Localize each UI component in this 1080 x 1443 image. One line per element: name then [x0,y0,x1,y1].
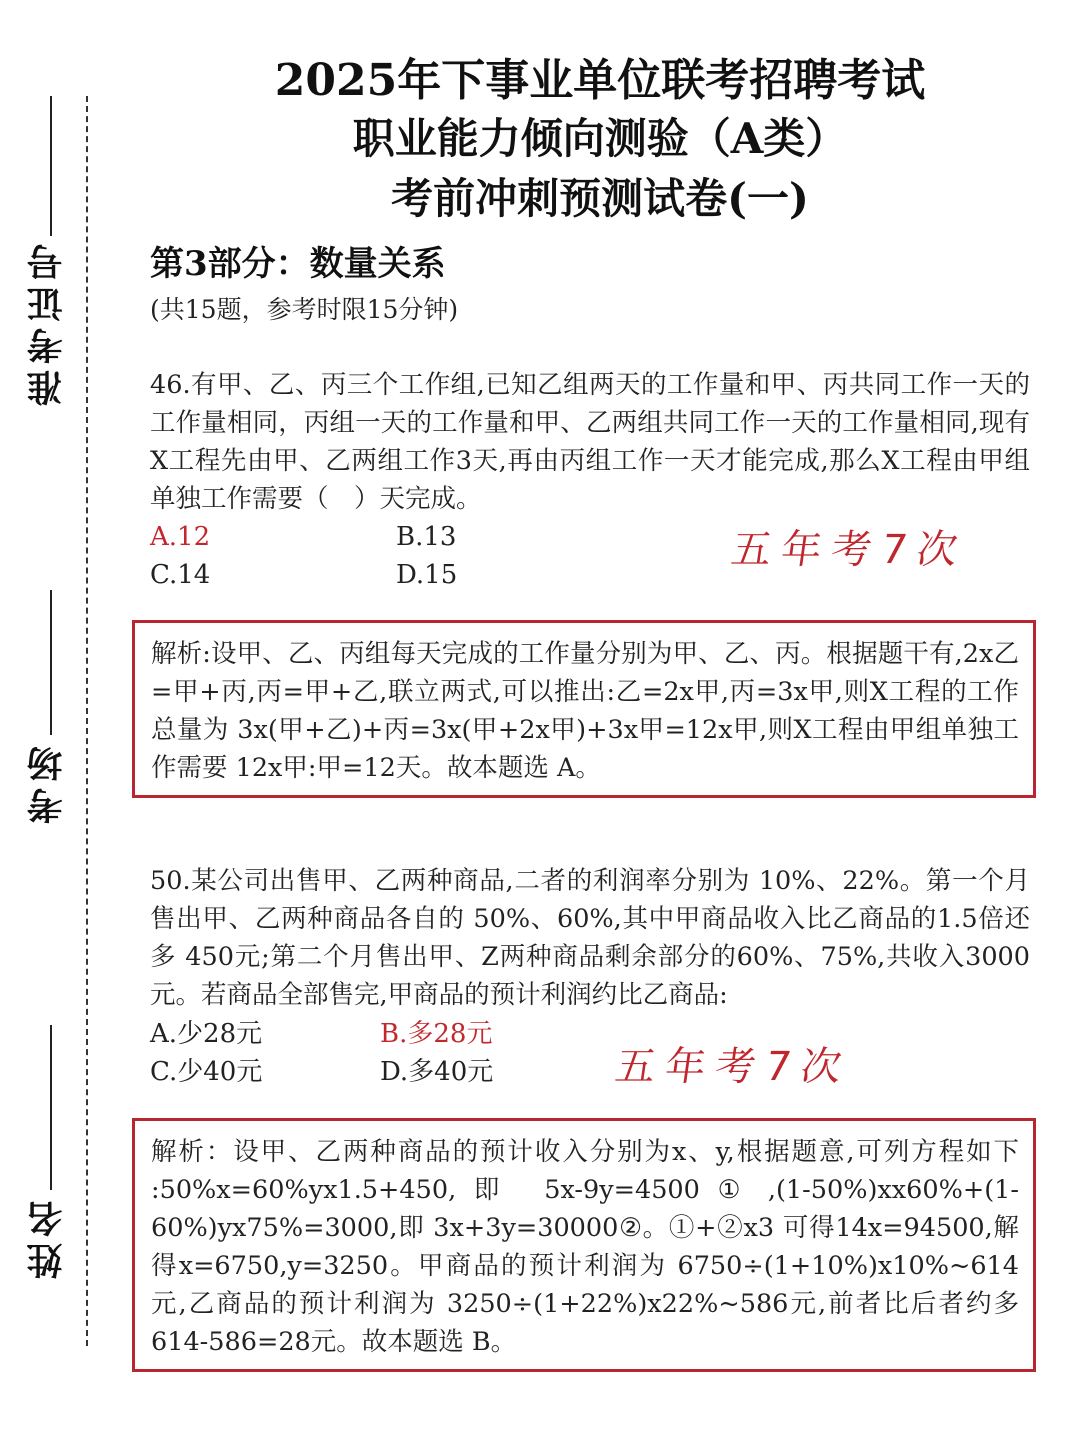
question-50-text: 50.某公司出售甲、乙两种商品,二者的利润率分别为 10%、22%。第一个月售出甲、乙两种商品各自的 50%、60%,其中甲商品收入比乙商品的1.5倍还多 450元;第二个月售出甲、Z两种商品剩余部分的60%、75%,共收入3000元。若商品全部售完,甲商品的预计利润约比乙商品: [150,866,1030,1010]
exam-id-line [50,96,52,236]
question-46-option-c: C.14 [150,560,211,590]
handwritten-note-46: 五年考7次 [728,527,971,573]
question-46-option-b: B.13 [396,522,457,552]
section-subtitle: (共15题，参考时限15分钟) [150,295,459,324]
question-46-text: 46.有甲、乙、丙三个工作组,已知乙组两天的工作量和甲、丙共同工作一天的工作量相同，丙组一天的工作量和甲、乙两组共同工作一天的工作量相同,现有X工程先由甲、乙两组工作3天,再由丙组工作一天才能完成,那么X工程由甲组单独工作需要（ ）天完成。 [150,370,1030,514]
question-46-option-a: A.12 [150,522,211,552]
explanation-box-46 [132,620,1036,798]
question-50-option-d: D.多40元 [380,1057,494,1087]
section-title: 第3部分：数量关系 [150,244,446,284]
title-line-2: 职业能力倾向测验（A类） [352,114,848,163]
question-50-option-b: B.多28元 [380,1019,493,1049]
title-line-1: 2025年下事业单位联考招聘考试 [274,55,926,106]
handwritten-note-50: 五年考7次 [612,1044,855,1090]
name-line [50,1025,52,1190]
explanation-text-46: 解析:设甲、乙、丙组每天完成的工作量分别为甲、乙、丙。根据题干有,2x乙=甲+丙,丙=甲+乙,联立两式,可以推出:乙=2x甲,丙=3x甲,则X工程的工作总量为 3x(甲+乙)+丙=3x(甲+2x甲)+3x甲=12x甲,则X工程由甲组单独工作需要 12x甲:甲=12天。故本题选 A。 [151,639,1019,783]
venue-label: 考场 [27,740,68,824]
question-50-option-c: C.少40元 [150,1057,263,1087]
explanation-box-50 [132,1118,1036,1372]
title-line-3: 考前冲刺预测试卷(一) [391,174,809,223]
name-label: 姓名 [27,1195,68,1279]
binding-dashed-line [86,96,88,1346]
question-46-option-d: D.15 [396,560,458,590]
explanation-text-50: 解析：设甲、乙两种商品的预计收入分别为x、y,根据题意,可列方程如下 :50%x=60%yx1.5+450, 即 5x-9y=4500 ① ,(1-50%)xx60%+(1-60%)yx75%=3000,即 3x+3y=30000②。①+②x3 可得14x=94500,解得x=6750,y=3250。甲商品的预计利润为 6750÷(1+10%)x10%~614元,乙商品的预计利润为 3250÷(1+22%)x22%~586元,前者比后者约多614-586=28元。故本题选 B。 [151,1137,1019,1357]
exam-id-label: 准考证号 [27,238,68,406]
question-50-option-a: A.少28元 [150,1019,263,1049]
venue-line [50,590,52,735]
